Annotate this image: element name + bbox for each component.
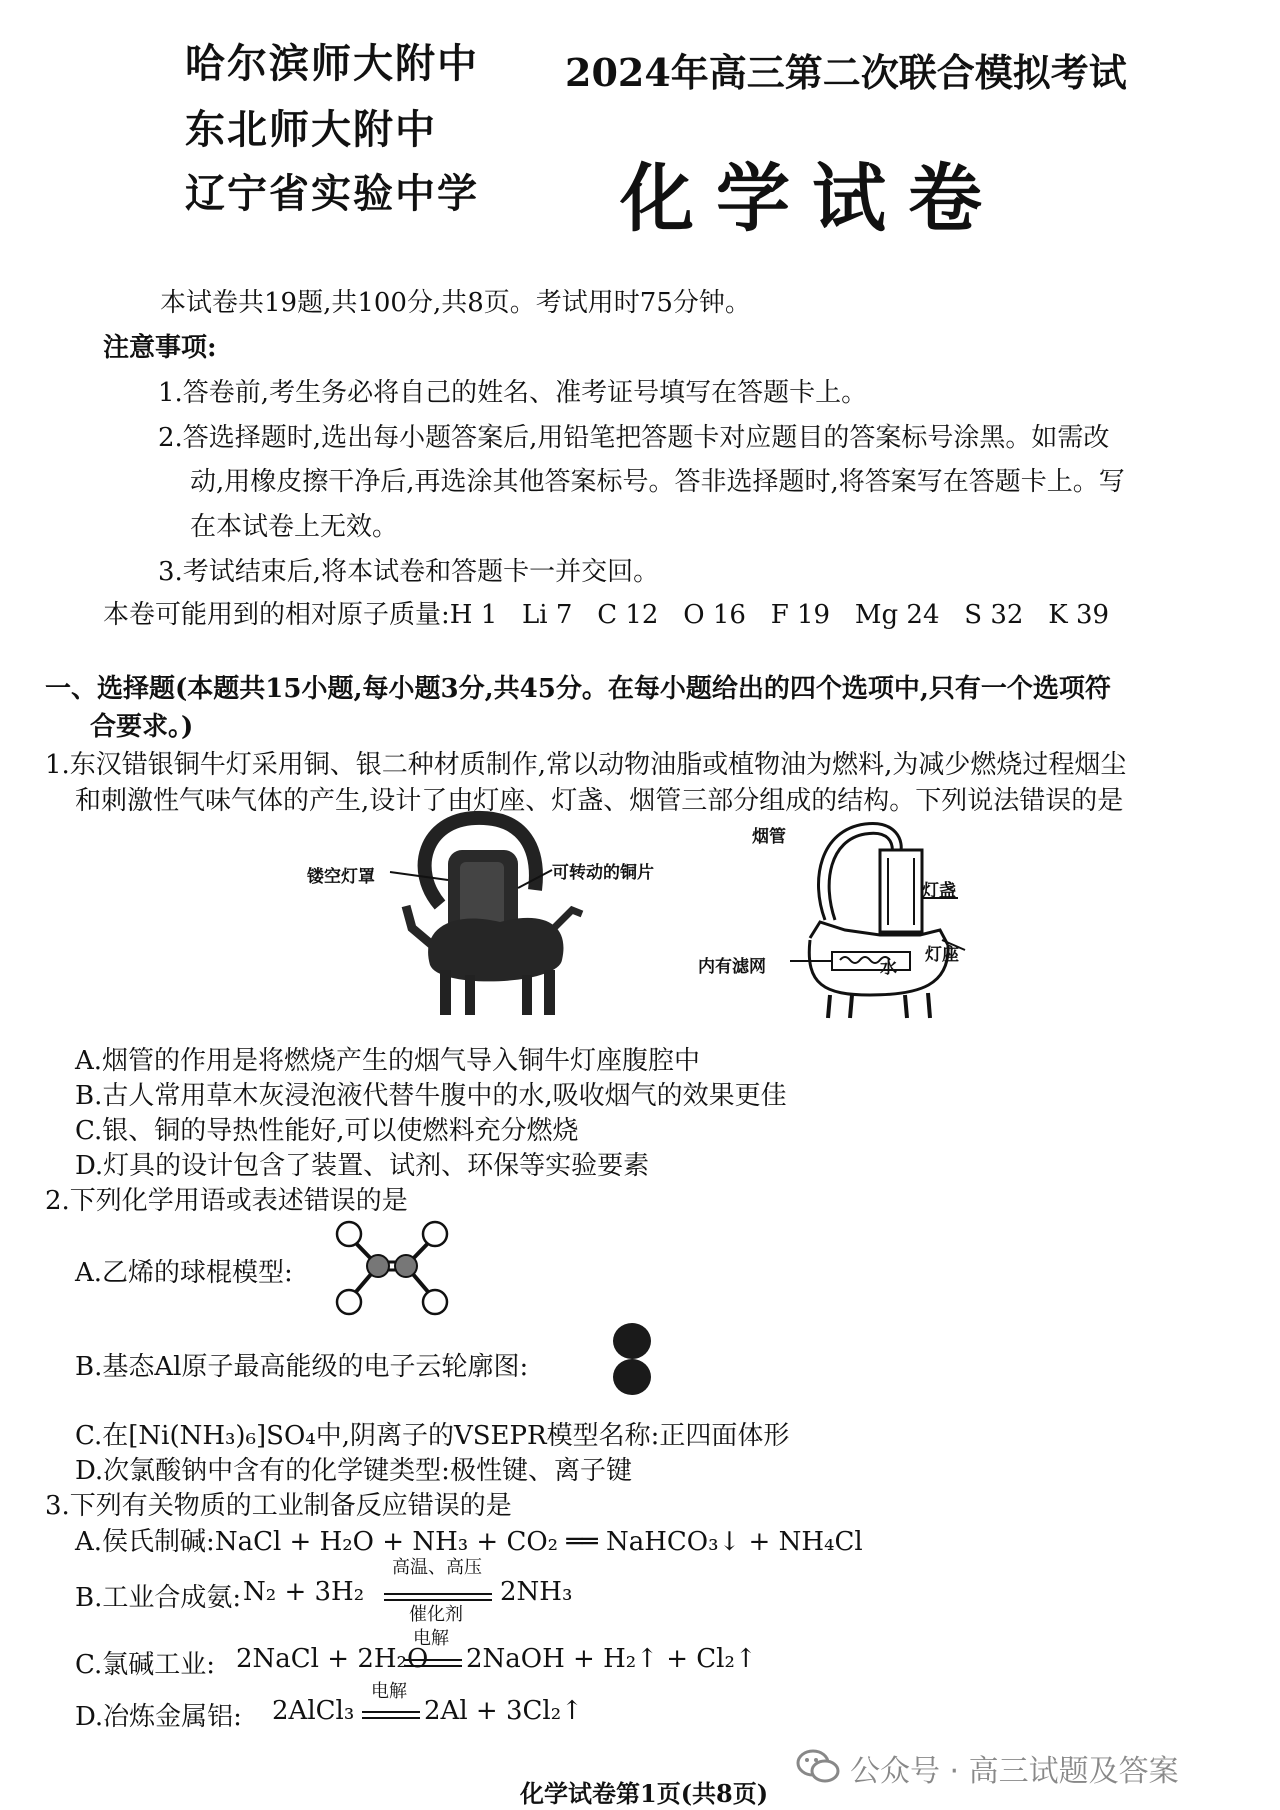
lamp-structure-diagram <box>770 810 970 1025</box>
note-item-2-cont: 动,用橡皮擦干净后,再选涂其他答案标号。答非选择题时,将答案写在答题卡上。写 <box>190 467 1125 497</box>
q3-b-equilibrium-arrow <box>382 1587 494 1597</box>
q3-c-label: C.氯碱工业: <box>75 1650 215 1680</box>
q1-option-b: B.古人常用草木灰浸泡液代替牛腹中的水,吸收烟气的效果更佳 <box>75 1081 787 1111</box>
q3-b-condition-bottom: 催化剂 <box>409 1604 463 1625</box>
q3-c-right: 2NaOH + H₂↑ + Cl₂↑ <box>466 1644 757 1674</box>
note-item-2-cont2: 在本试卷上无效。 <box>190 512 399 542</box>
label-lamp-dish: 灯盏 <box>922 881 956 901</box>
school-name-2: 东北师大附中 <box>185 107 437 153</box>
q1-option-a: A.烟管的作用是将燃烧产生的烟气导入铜牛灯座腹腔中 <box>75 1046 701 1076</box>
section-heading: 一、选择题(本题共15小题,每小题3分,共45分。在每小题给出的四个选项中,只有一个选项符 <box>45 674 1111 704</box>
q3-c-condition-top: 电解 <box>413 1628 449 1649</box>
q1-option-c: C.银、铜的导热性能好,可以使燃料充分燃烧 <box>75 1116 579 1146</box>
wechat-icon <box>796 1748 840 1784</box>
note-item-1: 1.答卷前,考生务必将自己的姓名、准考证号填写在答题卡上。 <box>158 378 868 408</box>
page-footer: 化学试卷第1页(共8页) <box>520 1779 769 1808</box>
q1-stem-cont: 和刺激性气味气体的产生,设计了由灯座、灯盏、烟管三部分组成的结构。下列说法错误的是 <box>75 786 1124 816</box>
q2-option-d: D.次氯酸钠中含有的化学键类型:极性键、离子键 <box>75 1456 632 1486</box>
ethylene-ball-stick-model <box>333 1218 451 1318</box>
school-name-1: 哈尔滨师大附中 <box>185 41 479 87</box>
ox-lamp-photo <box>300 810 720 1025</box>
q2-stem: 2.下列化学用语或表述错误的是 <box>45 1186 408 1216</box>
q3-d-condition-top: 电解 <box>371 1681 407 1702</box>
intro-text: 本试卷共19题,共100分,共8页。考试用时75分钟。 <box>160 288 751 318</box>
q3-b-right: 2NH₃ <box>500 1577 573 1607</box>
q3-a-label: A.侯氏制碱: <box>75 1527 215 1557</box>
label-chimney: 烟管 <box>752 827 786 847</box>
q3-a-equation: NaCl + H₂O + NH₃ + CO₂ ══ NaHCO₃↓ + NH₄Cl <box>214 1527 863 1557</box>
q1-stem: 1.东汉错银铜牛灯采用铜、银二种材质制作,常以动物油脂或植物油为燃料,为减少燃烧过程烟尘 <box>45 750 1127 780</box>
subject-title: 化学试卷 <box>620 156 1004 242</box>
q3-c-left: 2NaCl + 2H₂O <box>236 1644 429 1674</box>
q3-stem: 3.下列有关物质的工业制备反应错误的是 <box>45 1491 512 1521</box>
section-heading-cont: 合要求。) <box>90 712 194 742</box>
label-filter-net: 内有滤网 <box>698 957 766 977</box>
exam-title: 2024年高三第二次联合模拟考试 <box>565 50 1127 95</box>
q3-d-left: 2AlCl₃ <box>272 1696 355 1726</box>
q3-d-equals-sign <box>360 1705 422 1715</box>
label-hollow-cover: 镂空灯罩 <box>307 867 375 887</box>
q3-d-label: D.冶炼金属铝: <box>75 1702 242 1732</box>
q3-b-left: N₂ + 3H₂ <box>243 1577 365 1607</box>
q1-option-d: D.灯具的设计包含了装置、试剂、环保等实验要素 <box>75 1151 650 1181</box>
note-item-3: 3.考试结束后,将本试卷和答题卡一并交回。 <box>158 557 660 587</box>
q3-c-equals-sign <box>402 1653 464 1663</box>
q3-b-condition-top: 高温、高压 <box>392 1557 482 1578</box>
p-orbital-contour-icon <box>607 1322 657 1397</box>
q2-option-c: C.在[Ni(NH₃)₆]SO₄中,阴离子的VSEPR模型名称:正四面体形 <box>75 1421 790 1451</box>
label-rotatable-copper: 可转动的铜片 <box>552 863 654 883</box>
q2-option-b: B.基态Al原子最高能级的电子云轮廓图: <box>75 1352 529 1382</box>
watermark-text: 公众号 · 高三试题及答案 <box>850 1754 1179 1789</box>
school-name-3: 辽宁省实验中学 <box>185 171 479 217</box>
note-item-2: 2.答选择题时,选出每小题答案后,用铅笔把答题卡对应题目的答案标号涂黑。如需改 <box>158 423 1110 453</box>
atomic-masses: 本卷可能用到的相对原子质量:H 1 Li 7 C 12 O 16 F 19 Mg 24 S 32 K 39 <box>103 600 1110 630</box>
label-lamp-base: 灯座 <box>925 945 959 965</box>
label-water: 水 <box>880 958 897 978</box>
q3-b-label: B.工业合成氨: <box>75 1583 242 1613</box>
q3-d-right: 2Al + 3Cl₂↑ <box>424 1696 583 1726</box>
notes-heading: 注意事项: <box>103 333 217 363</box>
q2-option-a: A.乙烯的球棍模型: <box>75 1258 293 1288</box>
